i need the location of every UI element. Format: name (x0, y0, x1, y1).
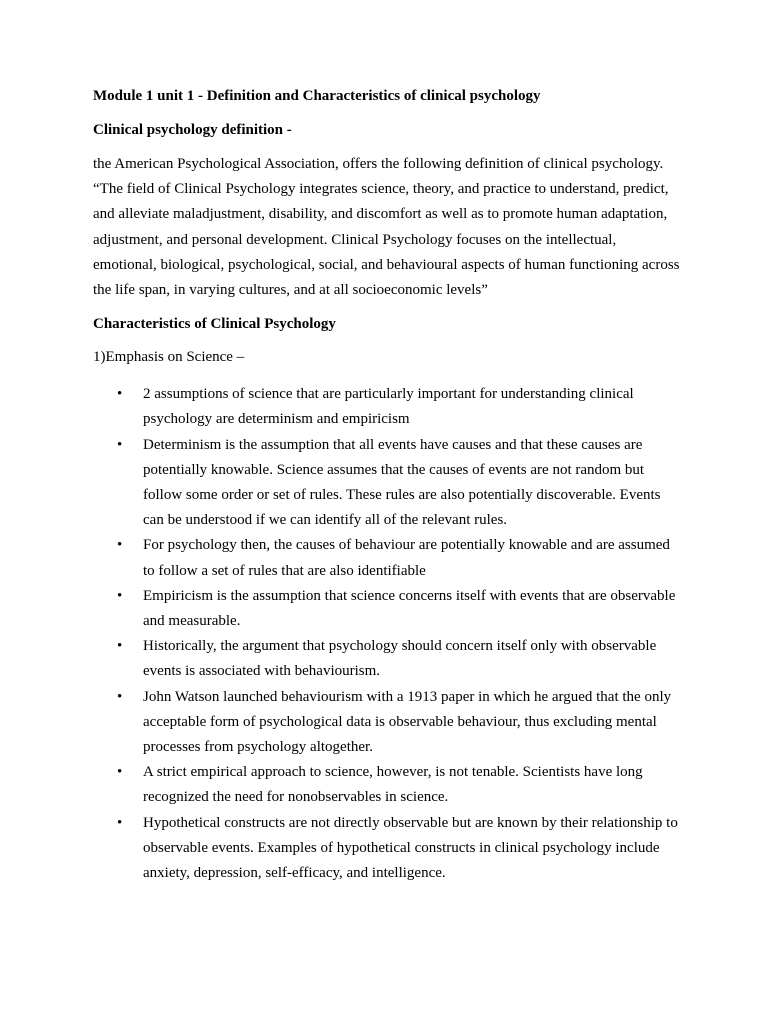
list-item (93, 685, 683, 761)
list-item (93, 634, 683, 684)
bullet-icon: • (117, 638, 123, 655)
list-item-text: Hypothetical constructs are not directly observable but are known by their relationship to observable events. Examples of hypothetical constructs in clinical psychology include anxiety, depression, self-efficacy, and intelligence. (143, 814, 678, 882)
bullet-icon: • (117, 764, 123, 781)
bullet-icon: • (117, 814, 123, 831)
list-item (93, 760, 683, 810)
bullet-icon: • (117, 587, 123, 604)
section-subheading: 1)Emphasis on Science – (93, 349, 245, 366)
bullet-icon: • (117, 436, 123, 453)
bullet-list (93, 382, 683, 886)
list-item-text: For psychology then, the causes of behaviour are potentially knowable and are assumed to follow a set of rules that are also identifiable (143, 537, 670, 579)
list-item (93, 433, 683, 534)
list-item-text: Historically, the argument that psychology should concern itself only with observable events is associated with behaviourism. (143, 638, 657, 680)
document-page (93, 86, 683, 886)
bullet-icon: • (117, 688, 123, 705)
list-item-text: Determinism is the assumption that all events have causes and that these causes are potentially knowable. Science assumes that the causes of events are not random but follow some order or set of rules. These rules are also potentially discoverable. Events can be understood if we can identify all of the relevant rules. (143, 436, 661, 529)
bullet-icon: • (117, 537, 123, 554)
document-title: Module 1 unit 1 - Definition and Characteristics of clinical psychology (93, 88, 541, 104)
list-item (93, 533, 683, 583)
list-item (93, 811, 683, 887)
list-item-text: Empiricism is the assumption that science concerns itself with events that are observable and measurable. (143, 587, 676, 630)
list-item (93, 584, 683, 634)
list-item (93, 382, 683, 432)
list-item-text: A strict empirical approach to science, however, is not tenable. Scientists have long recognized the need for nonobservables in science. (143, 764, 643, 806)
list-item-text: 2 assumptions of science that are particularly important for understanding clinical psychology are determinism and empiricism (143, 386, 634, 428)
definition-heading: Clinical psychology definition - (93, 122, 292, 138)
definition-paragraph: the American Psychological Association, offers the following definition of clinical psychology. “The field of Clinical Psychology integrates science, theory, and practice to understand, predict, and alleviate maladjustment, disability, and discomfort as well as to promote human adaptation, adjustment, and personal development. Clinical Psychology focuses on the intellectual, emotional, biological, psychological, social, and behavioural aspects of human functioning across the life span, in varying cultures, and at all socioeconomic levels” (93, 156, 680, 299)
characteristics-heading: Characteristics of Clinical Psychology (93, 316, 336, 333)
bullet-icon: • (117, 386, 123, 403)
list-item-text: John Watson launched behaviourism with a 1913 paper in which he argued that the only acceptable form of psychological data is observable behaviour, thus excluding mental processes from psychology altogether. (143, 688, 672, 756)
